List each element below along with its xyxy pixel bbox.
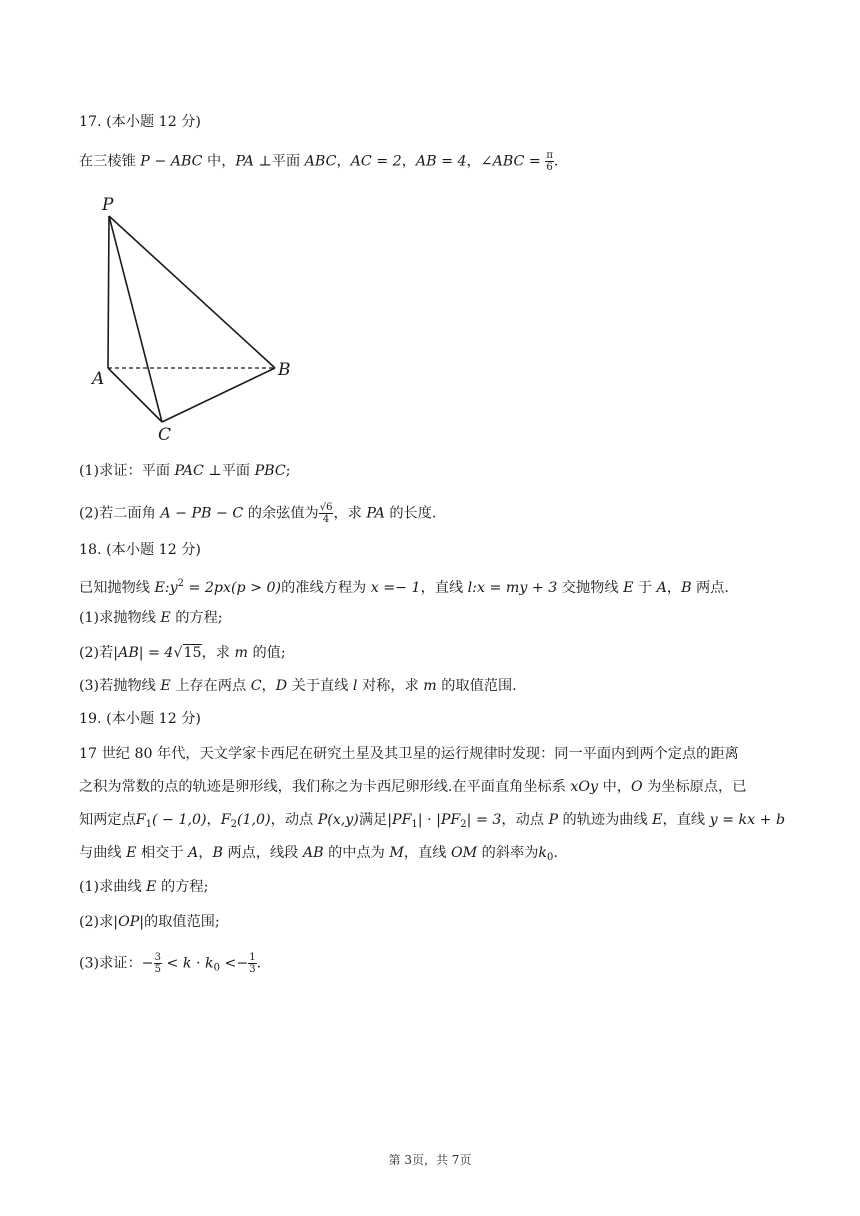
edge-CB bbox=[162, 368, 275, 422]
text-seg: 的轨迹为曲线 bbox=[558, 812, 653, 828]
text-seg: . bbox=[553, 845, 558, 861]
fraction bbox=[545, 150, 554, 173]
math-seg: F bbox=[220, 812, 231, 828]
label-A: A bbox=[92, 369, 105, 389]
page-footer: 第 3页，共 7页 bbox=[388, 1153, 472, 1167]
text-seg: ，动点 bbox=[501, 812, 549, 828]
text-seg: 中， bbox=[598, 779, 631, 795]
math-seg: PA bbox=[366, 505, 385, 522]
text-seg: . bbox=[553, 153, 559, 170]
math-seg: ( − 1,0) bbox=[152, 812, 207, 828]
text-seg: 与曲线 bbox=[79, 845, 127, 861]
math-seg: P − ABC bbox=[140, 153, 203, 170]
math-seg: |OP| bbox=[113, 914, 145, 930]
text-seg: ， bbox=[336, 153, 351, 170]
text-seg: 知两定点 bbox=[79, 812, 136, 828]
text-seg: 的取值范围; bbox=[144, 914, 220, 930]
math-seg: <− bbox=[219, 955, 249, 972]
problem-17-header: 17. (本小题 12 分) bbox=[79, 114, 201, 130]
text-seg: (2)若 bbox=[79, 645, 114, 661]
fraction-denominator: 5 bbox=[154, 964, 161, 975]
fraction-denominator: 3 bbox=[249, 964, 256, 975]
text-seg: ，直线 bbox=[420, 580, 468, 596]
text-seg: 的中点为 bbox=[323, 845, 390, 861]
math-seg: PBC bbox=[254, 463, 286, 479]
text-seg: 在三棱锥 bbox=[79, 153, 141, 170]
text-seg: 的方程; bbox=[156, 879, 209, 895]
text-seg: ， bbox=[198, 845, 213, 861]
problem-19-q1 bbox=[79, 877, 208, 897]
fraction-numerator: 1 bbox=[249, 952, 256, 963]
text-seg: (1)求抛物线 bbox=[79, 610, 161, 626]
math-seg: A − PB − C bbox=[160, 505, 244, 522]
math-seg: A bbox=[188, 845, 199, 861]
problem-17-q1 bbox=[79, 461, 291, 481]
text-seg: 交抛物线 bbox=[557, 580, 624, 596]
text-seg: 对称，求 bbox=[357, 678, 424, 694]
fraction-numerator: 3 bbox=[154, 952, 161, 963]
subscript: 0 bbox=[213, 962, 220, 974]
problem-18-q2 bbox=[79, 643, 286, 663]
text-seg: 的准线方程为 bbox=[281, 580, 371, 596]
text-seg: 为坐标原点，已 bbox=[642, 779, 747, 795]
math-seg: k bbox=[538, 845, 547, 861]
text-seg: ， bbox=[261, 678, 276, 694]
text-seg: 上存在两点 bbox=[170, 678, 251, 694]
math-seg: | · |PF bbox=[417, 812, 461, 828]
text-seg: ， bbox=[666, 580, 682, 596]
text-seg: (2)求 bbox=[79, 914, 114, 930]
problem-19-q3 bbox=[79, 952, 261, 979]
label-P: P bbox=[102, 195, 114, 215]
fraction-denominator: 4 bbox=[322, 514, 330, 525]
math-seg: A bbox=[656, 580, 667, 596]
text-seg: 于 bbox=[633, 580, 657, 596]
subscript: 2 bbox=[230, 819, 237, 830]
problem-18-header: 18. (本小题 12 分) bbox=[79, 542, 201, 558]
math-seg: < k · k bbox=[161, 955, 214, 972]
math-seg: M bbox=[389, 845, 404, 861]
text-seg: 关于直线 bbox=[287, 678, 353, 694]
text-seg: 的余弦值为 bbox=[243, 505, 319, 522]
math-seg: |AB| = 4 bbox=[113, 645, 174, 661]
text-seg: (2)若二面角 bbox=[79, 505, 161, 522]
math-seg: P bbox=[548, 812, 558, 828]
math-seg: O bbox=[630, 779, 643, 795]
problem-19-line-4 bbox=[79, 843, 558, 868]
text-seg: ， bbox=[466, 153, 481, 170]
problem-17-q2 bbox=[79, 502, 436, 525]
text-seg: ⊥平面 bbox=[253, 153, 305, 170]
problem-19-line-3 bbox=[79, 810, 785, 835]
text-seg: 中， bbox=[202, 153, 236, 170]
problem-19-line-2 bbox=[79, 777, 746, 797]
text-seg: ; bbox=[285, 463, 291, 479]
sqrt-radicand: 15 bbox=[183, 645, 202, 661]
math-seg: E bbox=[160, 610, 171, 626]
problem-18-q3 bbox=[79, 676, 517, 696]
math-seg: (1,0) bbox=[236, 812, 271, 828]
math-seg: E bbox=[652, 812, 663, 828]
math-seg: l bbox=[352, 678, 358, 694]
superscript: 2 bbox=[177, 578, 184, 589]
edge-PB bbox=[109, 216, 275, 368]
text-seg: ，求 bbox=[201, 645, 235, 661]
text-seg: (1)求证：平面 bbox=[79, 463, 175, 479]
math-seg: C bbox=[250, 678, 262, 694]
math-seg: | = 3 bbox=[466, 812, 502, 828]
fraction-numerator: √6 bbox=[319, 502, 333, 513]
math-seg: |PF bbox=[387, 812, 412, 828]
math-seg: AB bbox=[302, 845, 324, 861]
problem-17-stem bbox=[79, 150, 558, 173]
text-seg: 的方程; bbox=[170, 610, 223, 626]
math-seg: = 2px(p > 0) bbox=[183, 580, 282, 596]
text-seg: 的长度. bbox=[384, 505, 437, 522]
text-seg: (3)若抛物线 bbox=[79, 678, 161, 694]
math-seg: xOy bbox=[570, 779, 599, 795]
text-seg: 的取值范围. bbox=[436, 678, 517, 694]
math-seg: AC = 2 bbox=[350, 153, 402, 170]
subscript: 0 bbox=[547, 852, 554, 863]
subscript: 2 bbox=[460, 819, 467, 830]
math-seg: B bbox=[681, 580, 692, 596]
fraction-denominator: 6 bbox=[546, 162, 553, 173]
math-seg: E bbox=[160, 678, 171, 694]
text-seg: ，直线 bbox=[662, 812, 710, 828]
math-seg: E bbox=[126, 845, 137, 861]
text-seg: ， bbox=[206, 812, 221, 828]
text-seg: ，直线 bbox=[403, 845, 451, 861]
text-seg: 之积为常数的点的轨迹是卵形线，我们称之为卡西尼卵形线.在平面直角坐标系 bbox=[79, 779, 571, 795]
problem-19-line-1: 17 世纪 80 年代，天文学家卡西尼在研究土星及其卫星的运行规律时发现：同一平面内到两个定点的距离 bbox=[79, 746, 739, 762]
math-seg: m bbox=[423, 678, 437, 694]
subscript: 1 bbox=[145, 819, 152, 830]
sqrt-sign: √ bbox=[173, 645, 183, 661]
math-seg: PA bbox=[235, 153, 254, 170]
math-seg: E bbox=[623, 580, 634, 596]
math-seg: F bbox=[135, 812, 146, 828]
fraction bbox=[319, 502, 334, 525]
text-seg: ，动点 bbox=[270, 812, 318, 828]
edge-PA bbox=[108, 216, 109, 368]
text-seg: ，求 bbox=[333, 505, 367, 522]
text-seg: 满足 bbox=[358, 812, 388, 828]
fraction-numerator: π bbox=[546, 150, 553, 161]
label-B: B bbox=[278, 360, 291, 380]
text-seg: 两点. bbox=[691, 580, 729, 596]
problem-19-header: 19. (本小题 12 分) bbox=[79, 711, 201, 727]
math-seg: D bbox=[275, 678, 288, 694]
text-seg: ， bbox=[401, 153, 416, 170]
problem-19-q2 bbox=[79, 912, 220, 932]
fraction bbox=[154, 952, 162, 975]
problem-18-stem bbox=[79, 574, 729, 598]
text-seg: 两点，线段 bbox=[222, 845, 303, 861]
fraction bbox=[248, 952, 256, 975]
math-seg: AB = 4 bbox=[415, 153, 467, 170]
tetrahedron-figure bbox=[86, 192, 306, 452]
math-seg: − bbox=[141, 955, 154, 972]
math-seg: y = kx + b bbox=[709, 812, 786, 828]
math-seg: ABC bbox=[304, 153, 337, 170]
text-seg: . bbox=[256, 955, 262, 972]
math-seg: x =− 1 bbox=[370, 580, 421, 596]
math-seg: l:x = my + 3 bbox=[467, 580, 558, 596]
text-seg: 相交于 bbox=[136, 845, 189, 861]
edge-PC bbox=[109, 216, 162, 422]
math-seg: m bbox=[234, 645, 248, 661]
text-seg: (1)求曲线 bbox=[79, 879, 147, 895]
text-seg: 已知抛物线 bbox=[79, 580, 155, 596]
math-seg: OM bbox=[450, 845, 478, 861]
math-seg: E bbox=[146, 879, 157, 895]
text-seg: ⊥平面 bbox=[203, 463, 255, 479]
math-seg: P(x,y) bbox=[317, 812, 359, 828]
text-seg: 的斜率为 bbox=[477, 845, 539, 861]
text-seg: (3)求证： bbox=[79, 955, 142, 972]
math-seg: ∠ABC = bbox=[480, 153, 546, 170]
math-seg: PAC bbox=[174, 463, 204, 479]
problem-18-q1 bbox=[79, 608, 223, 628]
math-seg: B bbox=[212, 845, 223, 861]
subscript: 1 bbox=[411, 819, 418, 830]
math-seg: E:y bbox=[154, 580, 178, 596]
text-seg: 的值; bbox=[247, 645, 286, 661]
label-C: C bbox=[158, 425, 172, 445]
edge-AC bbox=[108, 368, 162, 422]
